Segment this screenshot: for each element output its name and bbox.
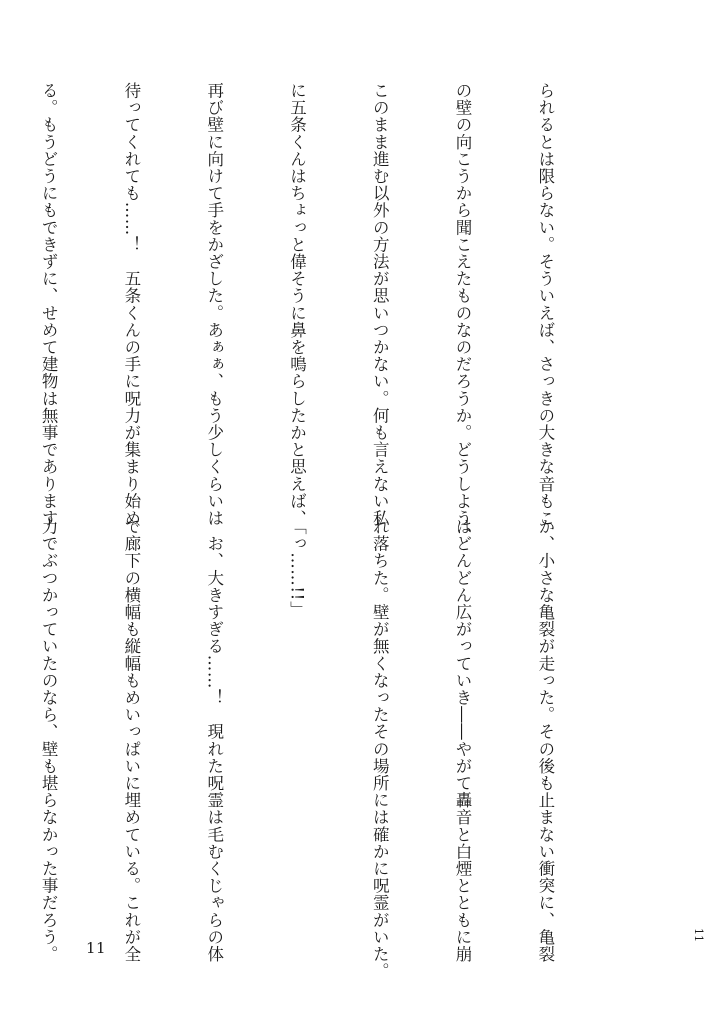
text-column: れ落ちた。壁が無くなったその場所には確かに呪霊がいた。 bbox=[370, 518, 390, 980]
text-block-top bbox=[0, 82, 614, 544]
text-column: か、小さな亀裂が走った。その後も止まない衝突に、亀裂 bbox=[535, 518, 555, 963]
text-column: で廊下の横幅も縦幅もめいっぱいに埋めている。これが全 bbox=[121, 518, 141, 963]
text-column: 待ってくれても……！ 五条くんの手に呪力が集まり始め bbox=[121, 82, 141, 527]
text-column: 「っ……!!」 bbox=[287, 518, 307, 618]
text-column: このまま進む以外の方法が思いつかない。何も言えない私 bbox=[370, 82, 390, 527]
text-column: られるとは限らない。そういえば、さっきの大きな音もこ bbox=[535, 82, 555, 527]
text-column: お、大きすぎる……！ 現れた呪霊は毛むくじゃらの体 bbox=[204, 518, 224, 963]
text-column: に五条くんはちょっと偉そうに鼻を鳴らしたかと思えば、 bbox=[287, 82, 307, 527]
text-column: の壁の向こうから聞こえたものなのだろうか。どうしよう、 bbox=[453, 82, 473, 544]
text-column: る。もうどうにもできずに、せめて建物は無事であります bbox=[39, 82, 59, 527]
margin-folio: 11 bbox=[692, 928, 705, 942]
text-block-bottom bbox=[0, 518, 614, 980]
text-column: 力でぶつかっていたのなら、壁も堪らなかった事だろう。 bbox=[39, 518, 59, 963]
text-column: はどんどん広がっていき――やがて轟音と白煙とともに崩 bbox=[453, 518, 473, 963]
page-number: 11 bbox=[86, 939, 107, 957]
text-column: 再び壁に向けて手をかざした。あぁぁ、もう少しくらいは bbox=[204, 82, 224, 527]
